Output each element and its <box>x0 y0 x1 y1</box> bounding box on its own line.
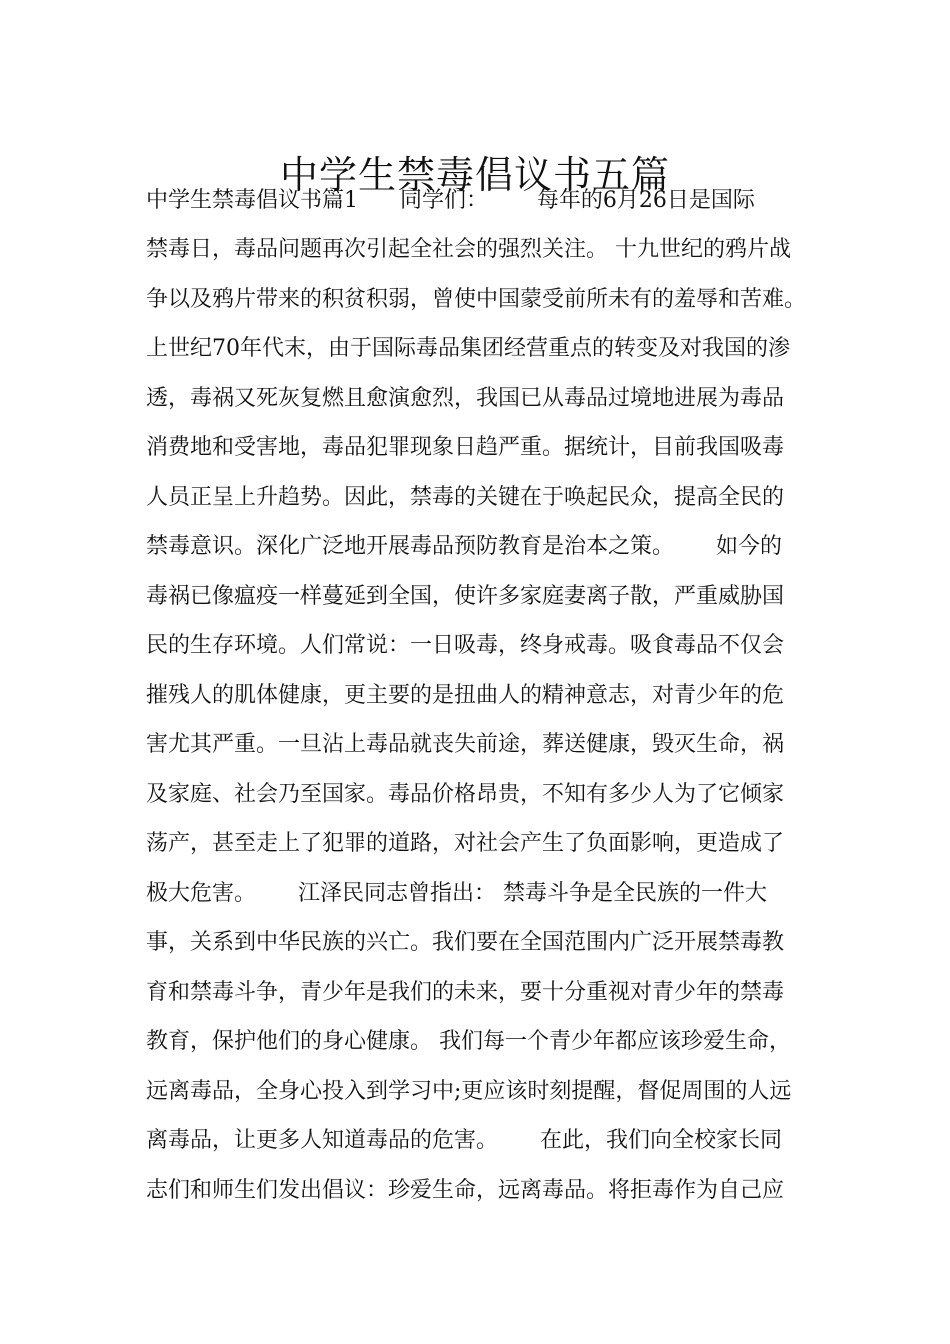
body-text-line: 离毒品，让更多人知道毒品的危害。 在此，我们向全校家长同 <box>146 1128 782 1153</box>
body-text-line: 禁毒意识。深化广泛地开展毒品预防教育是治本之策。 如今的 <box>146 534 782 559</box>
body-text-line: 中学生禁毒倡议书篇1 同学们： 每年的6月26日是国际 <box>146 188 755 213</box>
body-text-line: 摧残人的肌体健康，更主要的是扭曲人的精神意志，对青少年的危 <box>146 683 785 708</box>
body-text-line: 志们和师生们发出倡议：珍爱生命，远离毒品。将拒毒作为自己应 <box>146 1178 785 1203</box>
body-text-line: 极大危害。 江泽民同志曾指出： 禁毒斗争是全民族的一件大 <box>146 881 767 906</box>
body-text-line: 消费地和受害地，毒品犯罪现象日趋严重。据统计，目前我国吸毒 <box>146 435 785 460</box>
body-text-line: 毒祸已像瘟疫一样蔓延到全国，使许多家庭妻离子散，严重威胁国 <box>146 584 785 609</box>
body-text-line: 上世纪70年代末，由于国际毒品集团经营重点的转变及对我国的渗 <box>146 336 790 361</box>
document-title: 中学生禁毒倡议书五篇 <box>279 153 670 198</box>
body-text-line: 透，毒祸又死灰复燃且愈演愈烈，我国已从毒品过境地进展为毒品 <box>146 386 785 411</box>
body-text-line: 远离毒品，全身心投入到学习中;更应该时刻提醒，督促周围的人远 <box>146 1079 792 1104</box>
body-text-line: 育和禁毒斗争，青少年是我们的未来，要十分重视对青少年的禁毒 <box>146 980 785 1005</box>
body-text-line: 事，关系到中华民族的兴亡。我们要在全国范围内广泛开展禁毒教 <box>146 930 785 955</box>
body-text-line: 荡产，甚至走上了犯罪的道路，对社会产生了负面影响，更造成了 <box>146 831 785 856</box>
body-text-line: 教育，保护他们的身心健康。 我们每一个青少年都应该珍爱生命， <box>146 1029 791 1054</box>
body-text-line: 及家庭、社会乃至国家。毒品价格昂贵，不知有多少人为了它倾家 <box>146 782 785 807</box>
body-text-line: 禁毒日，毒品问题再次引起全社会的强烈关注。 十九世纪的鸦片战 <box>146 237 791 262</box>
body-text-line: 人员正呈上升趋势。因此，禁毒的关键在于唤起民众，提高全民的 <box>146 485 785 510</box>
body-text-line: 争以及鸦片带来的积贫积弱，曾使中国蒙受前所未有的羞辱和苦难。 <box>146 287 807 312</box>
body-text-line: 民的生存环境。人们常说：一日吸毒，终身戒毒。吸食毒品不仅会 <box>146 633 785 658</box>
body-text-line: 害尤其严重。一旦沾上毒品就丧失前途，葬送健康，毁灭生命，祸 <box>146 732 785 757</box>
